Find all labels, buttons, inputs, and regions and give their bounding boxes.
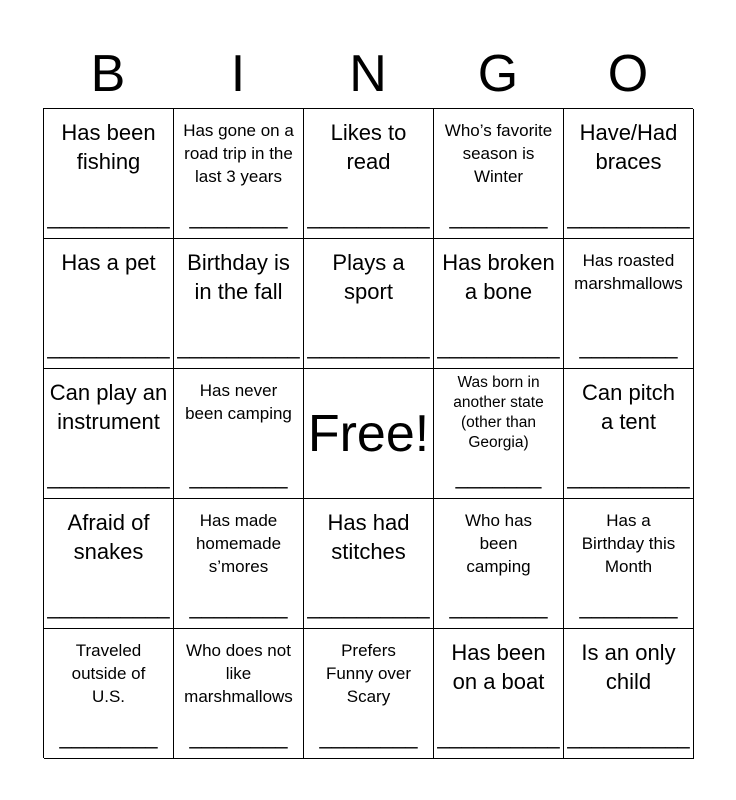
- cell-prompt: Have/Had braces: [579, 120, 678, 174]
- signature-line: __________: [307, 594, 430, 619]
- signature-line: __________: [567, 724, 690, 749]
- bingo-cell[interactable]: [174, 369, 304, 499]
- bingo-cell[interactable]: [564, 629, 694, 759]
- bingo-cell[interactable]: [174, 239, 304, 369]
- signature-line: __________: [567, 464, 690, 489]
- signature-line: ________: [189, 464, 288, 489]
- bingo-cell[interactable]: [174, 499, 304, 629]
- cell-prompt: Has broken a bone: [442, 250, 555, 304]
- bingo-cell[interactable]: [564, 109, 694, 239]
- signature-line: __________: [307, 204, 430, 229]
- header-letter-i: I: [230, 45, 246, 103]
- signature-line: ________: [579, 334, 678, 359]
- cell-prompt: Has had stitches: [327, 510, 410, 564]
- cell-prompt: Is an only child: [581, 640, 676, 694]
- bingo-cell[interactable]: [434, 369, 564, 499]
- bingo-cell[interactable]: [564, 369, 694, 499]
- cell-prompt: Was born in another state (other than Georgia): [453, 374, 544, 451]
- signature-line: __________: [567, 204, 690, 229]
- header-letter-g: G: [477, 45, 519, 103]
- signature-line: __________: [47, 334, 170, 359]
- cell-prompt: Has gone on a road trip in the last 3 years: [183, 121, 294, 186]
- signature-line: __________: [47, 204, 170, 229]
- signature-line: ________: [449, 204, 548, 229]
- signature-line: ________: [189, 724, 288, 749]
- signature-line: ________: [319, 724, 418, 749]
- bingo-cell[interactable]: [304, 499, 434, 629]
- signature-line: __________: [437, 724, 560, 749]
- signature-line: __________: [307, 334, 430, 359]
- signature-line: _______: [455, 464, 542, 489]
- bingo-cell[interactable]: [434, 239, 564, 369]
- bingo-cell[interactable]: [304, 629, 434, 759]
- cell-prompt: Has roasted marshmallows: [574, 251, 683, 293]
- signature-line: __________: [177, 334, 300, 359]
- signature-line: ________: [449, 594, 548, 619]
- bingo-cell[interactable]: [44, 629, 174, 759]
- cell-prompt: Traveled outside of U.S.: [71, 641, 146, 706]
- cell-prompt: Plays a sport: [332, 250, 405, 304]
- cell-prompt: Likes to read: [330, 120, 407, 174]
- signature-line: __________: [47, 594, 170, 619]
- signature-line: __________: [47, 464, 170, 489]
- cell-prompt: Has been on a boat: [451, 640, 546, 694]
- bingo-cell[interactable]: [434, 629, 564, 759]
- bingo-cell[interactable]: [564, 239, 694, 369]
- bingo-cell[interactable]: [564, 499, 694, 629]
- cell-prompt: Who’s favorite season is Winter: [444, 121, 553, 186]
- bingo-header: [43, 40, 693, 108]
- cell-prompt: Has a Birthday this Month: [581, 511, 676, 576]
- bingo-cell[interactable]: [44, 499, 174, 629]
- header-letter-b: B: [90, 45, 126, 103]
- signature-line: ________: [59, 724, 158, 749]
- bingo-cell[interactable]: [304, 239, 434, 369]
- cell-prompt: Who has been camping: [464, 511, 533, 576]
- bingo-cell[interactable]: [44, 369, 174, 499]
- signature-line: ________: [189, 594, 288, 619]
- bingo-cell[interactable]: [434, 499, 564, 629]
- bingo-cell[interactable]: [174, 109, 304, 239]
- header-letter-o: O: [607, 45, 649, 103]
- bingo-cell[interactable]: [44, 109, 174, 239]
- bingo-card: [43, 108, 693, 758]
- signature-line: __________: [437, 334, 560, 359]
- signature-line: ________: [189, 204, 288, 229]
- bingo-cell[interactable]: [304, 109, 434, 239]
- bingo-cell[interactable]: [44, 239, 174, 369]
- cell-prompt: Can pitch a tent: [582, 380, 675, 434]
- cell-prompt: Birthday is in the fall: [187, 250, 290, 304]
- cell-prompt: Has never been camping: [185, 381, 292, 423]
- header-letter-n: N: [349, 45, 387, 103]
- cell-prompt: Has been fishing: [61, 120, 156, 174]
- bingo-cell[interactable]: [434, 109, 564, 239]
- cell-prompt: Afraid of snakes: [67, 510, 150, 564]
- cell-prompt: Prefers Funny over Scary: [325, 641, 412, 706]
- free-space-cell[interactable]: [304, 369, 434, 499]
- free-space-label: Free!: [307, 405, 430, 463]
- signature-line: ________: [579, 594, 678, 619]
- cell-prompt: Has a pet: [61, 250, 156, 275]
- cell-prompt: Has made homemade s’mores: [195, 511, 282, 576]
- cell-prompt: Who does not like marshmallows: [184, 641, 293, 706]
- cell-prompt: Can play an instrument: [49, 380, 168, 434]
- bingo-cell[interactable]: [174, 629, 304, 759]
